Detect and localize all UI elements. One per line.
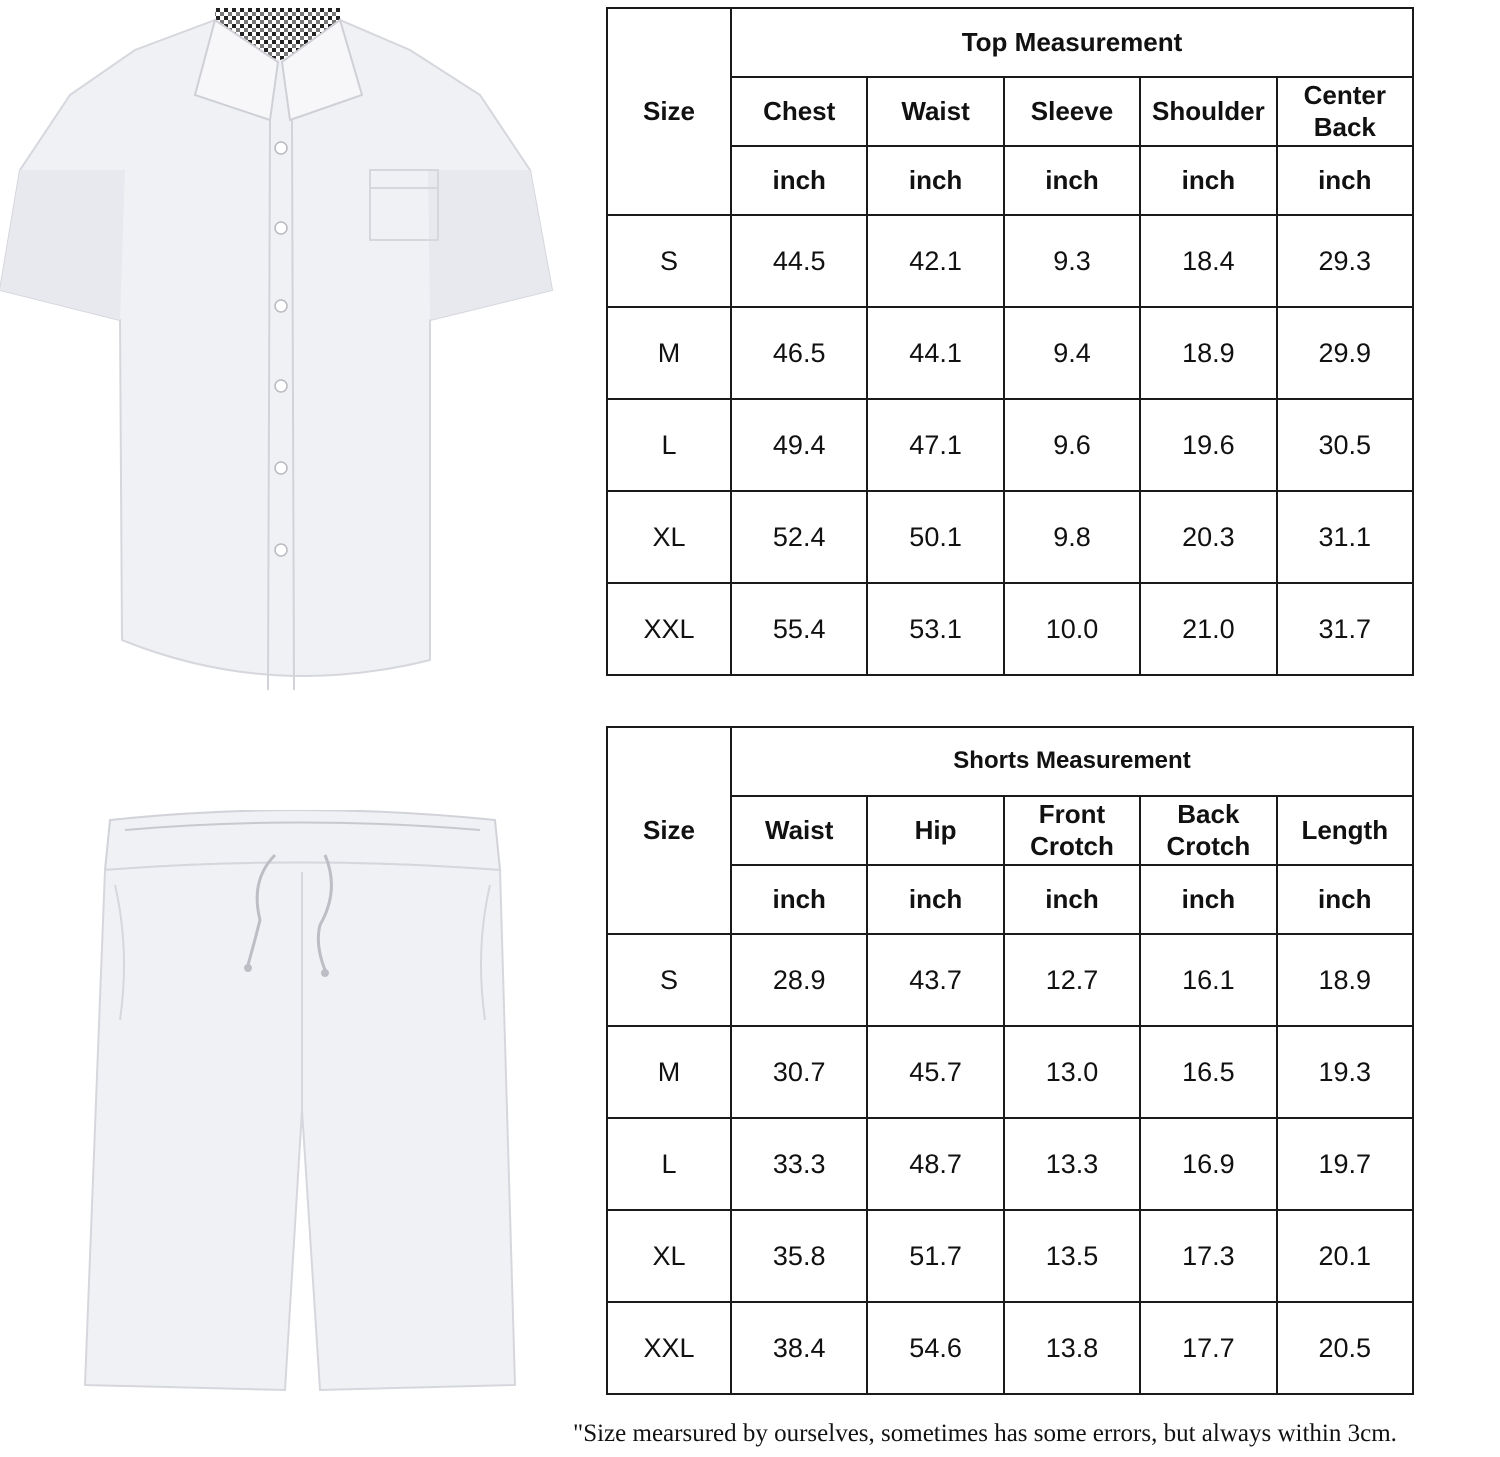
value-cell: 9.3: [1004, 215, 1140, 307]
size-cell: XXL: [607, 583, 731, 675]
shorts-image: [70, 810, 530, 1400]
value-cell: 9.8: [1004, 491, 1140, 583]
value-cell: 16.5: [1140, 1026, 1276, 1118]
size-cell: M: [607, 307, 731, 399]
value-cell: 10.0: [1004, 583, 1140, 675]
value-cell: 18.9: [1140, 307, 1276, 399]
size-header: Size: [607, 727, 731, 934]
table-row: [607, 491, 1413, 583]
value-cell: 28.9: [731, 934, 867, 1026]
size-cell: S: [607, 215, 731, 307]
value-cell: 12.7: [1004, 934, 1140, 1026]
value-cell: 17.7: [1140, 1302, 1276, 1394]
value-cell: 20.3: [1140, 491, 1276, 583]
size-cell: XXL: [607, 1302, 731, 1394]
table-row: [607, 215, 1413, 307]
table-row: [607, 583, 1413, 675]
shorts-size-table: [606, 726, 1414, 1395]
value-cell: 29.3: [1277, 215, 1413, 307]
unit-label: inch: [1140, 865, 1276, 934]
column-header: Back Crotch: [1140, 796, 1276, 865]
value-cell: 13.5: [1004, 1210, 1140, 1302]
size-cell: S: [607, 934, 731, 1026]
value-cell: 19.7: [1277, 1118, 1413, 1210]
table-title: Shorts Measurement: [731, 727, 1413, 796]
unit-label: inch: [1140, 146, 1276, 215]
value-cell: 54.6: [867, 1302, 1003, 1394]
column-header: Waist: [867, 77, 1003, 146]
value-cell: 16.1: [1140, 934, 1276, 1026]
size-cell: XL: [607, 1210, 731, 1302]
value-cell: 49.4: [731, 399, 867, 491]
value-cell: 31.1: [1277, 491, 1413, 583]
value-cell: 18.4: [1140, 215, 1276, 307]
unit-label: inch: [1004, 865, 1140, 934]
value-cell: 35.8: [731, 1210, 867, 1302]
value-cell: 44.5: [731, 215, 867, 307]
value-cell: 52.4: [731, 491, 867, 583]
value-cell: 19.3: [1277, 1026, 1413, 1118]
value-cell: 31.7: [1277, 583, 1413, 675]
value-cell: 16.9: [1140, 1118, 1276, 1210]
size-cell: L: [607, 1118, 731, 1210]
value-cell: 33.3: [731, 1118, 867, 1210]
value-cell: 53.1: [867, 583, 1003, 675]
footnote: "Size mearsured by ourselves, sometimes has some errors, but always within 3cm.: [573, 1420, 1397, 1447]
value-cell: 45.7: [867, 1026, 1003, 1118]
column-header: Front Crotch: [1004, 796, 1140, 865]
table-row: [607, 1026, 1413, 1118]
top-size-table: [606, 7, 1414, 676]
shirt-image: [0, 0, 560, 700]
value-cell: 42.1: [867, 215, 1003, 307]
unit-label: inch: [1004, 146, 1140, 215]
table-row: [607, 1302, 1413, 1394]
value-cell: 9.6: [1004, 399, 1140, 491]
table-row: [607, 399, 1413, 491]
column-header: Shoulder: [1140, 77, 1276, 146]
table-title: Top Measurement: [731, 8, 1413, 77]
value-cell: 13.0: [1004, 1026, 1140, 1118]
value-cell: 55.4: [731, 583, 867, 675]
size-header: Size: [607, 8, 731, 215]
table-row: [607, 1118, 1413, 1210]
value-cell: 43.7: [867, 934, 1003, 1026]
table-row: [607, 307, 1413, 399]
value-cell: 30.7: [731, 1026, 867, 1118]
value-cell: 46.5: [731, 307, 867, 399]
value-cell: 9.4: [1004, 307, 1140, 399]
value-cell: 20.1: [1277, 1210, 1413, 1302]
table-row: [607, 934, 1413, 1026]
value-cell: 48.7: [867, 1118, 1003, 1210]
unit-label: inch: [731, 146, 867, 215]
unit-label: inch: [731, 865, 867, 934]
value-cell: 18.9: [1277, 934, 1413, 1026]
column-header: Length: [1277, 796, 1413, 865]
size-cell: XL: [607, 491, 731, 583]
value-cell: 38.4: [731, 1302, 867, 1394]
value-cell: 19.6: [1140, 399, 1276, 491]
unit-label: inch: [1277, 865, 1413, 934]
value-cell: 17.3: [1140, 1210, 1276, 1302]
value-cell: 50.1: [867, 491, 1003, 583]
value-cell: 47.1: [867, 399, 1003, 491]
value-cell: 21.0: [1140, 583, 1276, 675]
column-header: Hip: [867, 796, 1003, 865]
value-cell: 29.9: [1277, 307, 1413, 399]
value-cell: 13.3: [1004, 1118, 1140, 1210]
unit-label: inch: [867, 865, 1003, 934]
size-cell: L: [607, 399, 731, 491]
table-row: [607, 1210, 1413, 1302]
value-cell: 13.8: [1004, 1302, 1140, 1394]
size-cell: M: [607, 1026, 731, 1118]
column-header: Sleeve: [1004, 77, 1140, 146]
value-cell: 20.5: [1277, 1302, 1413, 1394]
value-cell: 51.7: [867, 1210, 1003, 1302]
value-cell: 44.1: [867, 307, 1003, 399]
column-header: Center Back: [1277, 77, 1413, 146]
unit-label: inch: [1277, 146, 1413, 215]
value-cell: 30.5: [1277, 399, 1413, 491]
column-header: Waist: [731, 796, 867, 865]
column-header: Chest: [731, 77, 867, 146]
unit-label: inch: [867, 146, 1003, 215]
